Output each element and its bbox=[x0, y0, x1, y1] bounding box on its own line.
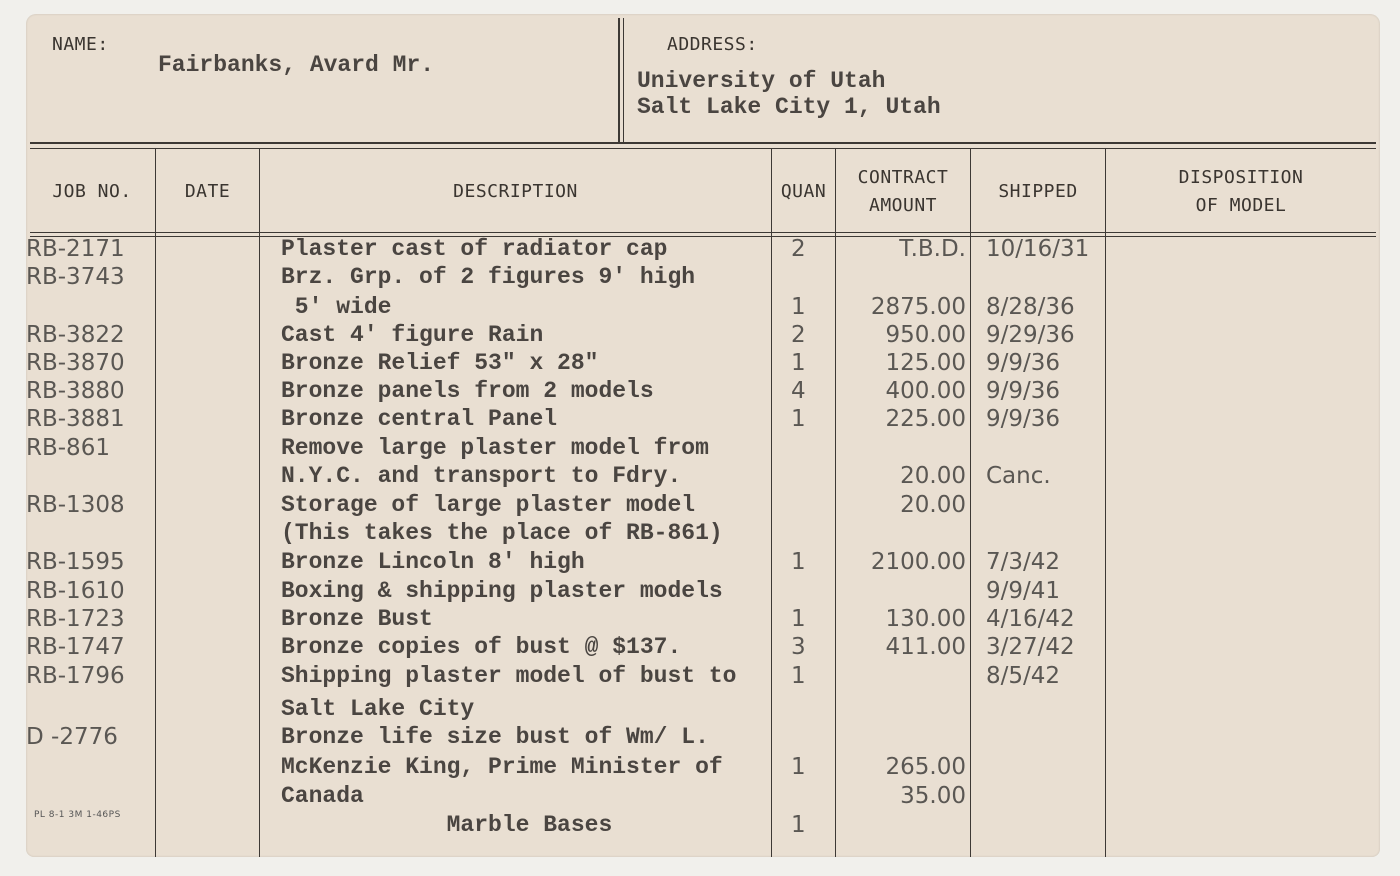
shipped-date: 9/9/36 bbox=[986, 406, 1061, 432]
description: Salt Lake City bbox=[281, 696, 475, 722]
table-row bbox=[26, 549, 1380, 577]
description: Marble Bases bbox=[281, 812, 613, 838]
table-row bbox=[26, 463, 1380, 491]
contract-amount: 20.00 bbox=[900, 463, 966, 489]
description: Canada bbox=[281, 783, 364, 809]
address-label: ADDRESS: bbox=[667, 34, 758, 55]
table-row bbox=[26, 663, 1380, 691]
shipped-date: 8/5/42 bbox=[986, 663, 1061, 689]
address-line-2: Salt Lake City 1, Utah bbox=[637, 94, 941, 120]
contract-amount: 2875.00 bbox=[870, 294, 966, 320]
table-row bbox=[26, 754, 1380, 782]
job-number: RB-1308 bbox=[26, 492, 125, 518]
contract-amount: 130.00 bbox=[885, 606, 966, 632]
contract-amount: 400.00 bbox=[885, 378, 966, 404]
quantity: 1 bbox=[791, 812, 806, 838]
job-number: RB-861 bbox=[26, 435, 110, 461]
shipped-date: 3/27/42 bbox=[986, 634, 1075, 660]
address-line-1: University of Utah bbox=[637, 68, 886, 94]
description: (This takes the place of RB-861) bbox=[281, 520, 723, 546]
col-header-shipped: SHIPPED bbox=[998, 181, 1078, 202]
description: Shipping plaster model of bust to bbox=[281, 663, 737, 689]
header-rule bbox=[30, 142, 1376, 144]
quantity: 1 bbox=[791, 754, 806, 780]
col-header-disposition-line1: DISPOSITION bbox=[1178, 167, 1304, 188]
col-header-quan: QUAN bbox=[780, 181, 827, 202]
description: Bronze Bust bbox=[281, 606, 433, 632]
table-row bbox=[26, 578, 1380, 606]
shipped-date: 10/16/31 bbox=[986, 236, 1090, 262]
contract-amount: 125.00 bbox=[885, 350, 966, 376]
contract-amount: 950.00 bbox=[885, 322, 966, 348]
job-number: RB-1747 bbox=[26, 634, 125, 660]
description: McKenzie King, Prime Minister of bbox=[281, 754, 723, 780]
job-table bbox=[26, 236, 1380, 846]
table-row bbox=[26, 350, 1380, 378]
quantity: 1 bbox=[791, 549, 806, 575]
job-number: RB-2171 bbox=[26, 236, 125, 262]
col-header-date: DATE bbox=[184, 181, 231, 202]
table-row bbox=[26, 492, 1380, 520]
job-number: RB-1610 bbox=[26, 578, 125, 604]
quantity: 3 bbox=[791, 634, 806, 660]
description: Bronze life size bust of Wm/ L. bbox=[281, 724, 709, 750]
job-number: RB-3881 bbox=[26, 406, 125, 432]
col-header-contract-line1: CONTRACT bbox=[857, 167, 949, 188]
quantity: 4 bbox=[791, 378, 806, 404]
header-divider-inner bbox=[623, 18, 624, 144]
col-header-disposition-line2: OF MODEL bbox=[1195, 195, 1287, 216]
description: Boxing & shipping plaster models bbox=[281, 578, 723, 604]
quantity: 1 bbox=[791, 294, 806, 320]
col-header-job: JOB NO. bbox=[52, 181, 132, 202]
table-row bbox=[26, 264, 1380, 292]
table-row bbox=[26, 406, 1380, 434]
description: Bronze copies of bust @ $137. bbox=[281, 634, 682, 660]
contract-amount: 35.00 bbox=[900, 783, 966, 809]
contract-amount: T.B.D. bbox=[899, 236, 966, 262]
quantity: 2 bbox=[791, 322, 806, 348]
table-row bbox=[26, 435, 1380, 463]
description: Bronze central Panel bbox=[281, 406, 558, 432]
contract-amount: 225.00 bbox=[885, 406, 966, 432]
quantity: 1 bbox=[791, 663, 806, 689]
contract-amount: 411.00 bbox=[885, 634, 966, 660]
description: Bronze panels from 2 models bbox=[281, 378, 654, 404]
header-divider bbox=[618, 18, 620, 144]
col-header-disposition bbox=[1106, 164, 1376, 220]
col-header-contract bbox=[836, 164, 970, 220]
table-row bbox=[26, 378, 1380, 406]
description: Storage of large plaster model bbox=[281, 492, 696, 518]
description: Plaster cast of radiator cap bbox=[281, 236, 668, 262]
shipped-date: 8/28/36 bbox=[986, 294, 1075, 320]
table-row bbox=[26, 606, 1380, 634]
record-card bbox=[26, 14, 1380, 857]
quantity: 1 bbox=[791, 350, 806, 376]
table-row bbox=[26, 322, 1380, 350]
header-rule-inner bbox=[30, 148, 1376, 149]
job-number: RB-3822 bbox=[26, 322, 125, 348]
name-label: NAME: bbox=[52, 34, 109, 55]
shipped-date: 7/3/42 bbox=[986, 549, 1061, 575]
col-header-contract-line2: AMOUNT bbox=[868, 195, 938, 216]
shipped-date: 9/9/36 bbox=[986, 350, 1061, 376]
description: Cast 4' figure Rain bbox=[281, 322, 544, 348]
colhead-rule bbox=[30, 232, 1376, 233]
table-row bbox=[26, 724, 1380, 752]
job-number: RB-3880 bbox=[26, 378, 125, 404]
job-number: RB-3870 bbox=[26, 350, 125, 376]
quantity: 1 bbox=[791, 606, 806, 632]
quantity: 2 bbox=[791, 236, 806, 262]
contract-amount: 265.00 bbox=[885, 754, 966, 780]
description: Remove large plaster model from bbox=[281, 435, 709, 461]
contract-amount: 20.00 bbox=[900, 492, 966, 518]
form-code: PL 8-1 3M 1-46PS bbox=[34, 810, 121, 820]
job-number: RB-3743 bbox=[26, 264, 125, 290]
description: Brz. Grp. of 2 figures 9' high bbox=[281, 264, 696, 290]
shipped-date: 9/9/41 bbox=[986, 578, 1061, 604]
col-header-description: DESCRIPTION bbox=[453, 181, 578, 202]
table-row bbox=[26, 634, 1380, 662]
description: 5' wide bbox=[281, 294, 392, 320]
name-value: Fairbanks, Avard Mr. bbox=[158, 52, 435, 78]
shipped-date: 9/29/36 bbox=[986, 322, 1075, 348]
table-row bbox=[26, 812, 1380, 840]
table-row bbox=[26, 520, 1380, 548]
shipped-date: 9/9/36 bbox=[986, 378, 1061, 404]
quantity: 1 bbox=[791, 406, 806, 432]
job-number: RB-1595 bbox=[26, 549, 125, 575]
job-number: D -2776 bbox=[26, 724, 118, 750]
description: Bronze Lincoln 8' high bbox=[281, 549, 585, 575]
table-row bbox=[26, 294, 1380, 322]
job-number: RB-1723 bbox=[26, 606, 125, 632]
description: Bronze Relief 53" x 28" bbox=[281, 350, 599, 376]
shipped-date: 4/16/42 bbox=[986, 606, 1075, 632]
contract-amount: 2100.00 bbox=[870, 549, 966, 575]
table-row bbox=[26, 236, 1380, 264]
shipped-date: Canc. bbox=[986, 463, 1051, 489]
table-row bbox=[26, 783, 1380, 811]
job-number: RB-1796 bbox=[26, 663, 125, 689]
table-row bbox=[26, 696, 1380, 724]
description: N.Y.C. and transport to Fdry. bbox=[281, 463, 682, 489]
